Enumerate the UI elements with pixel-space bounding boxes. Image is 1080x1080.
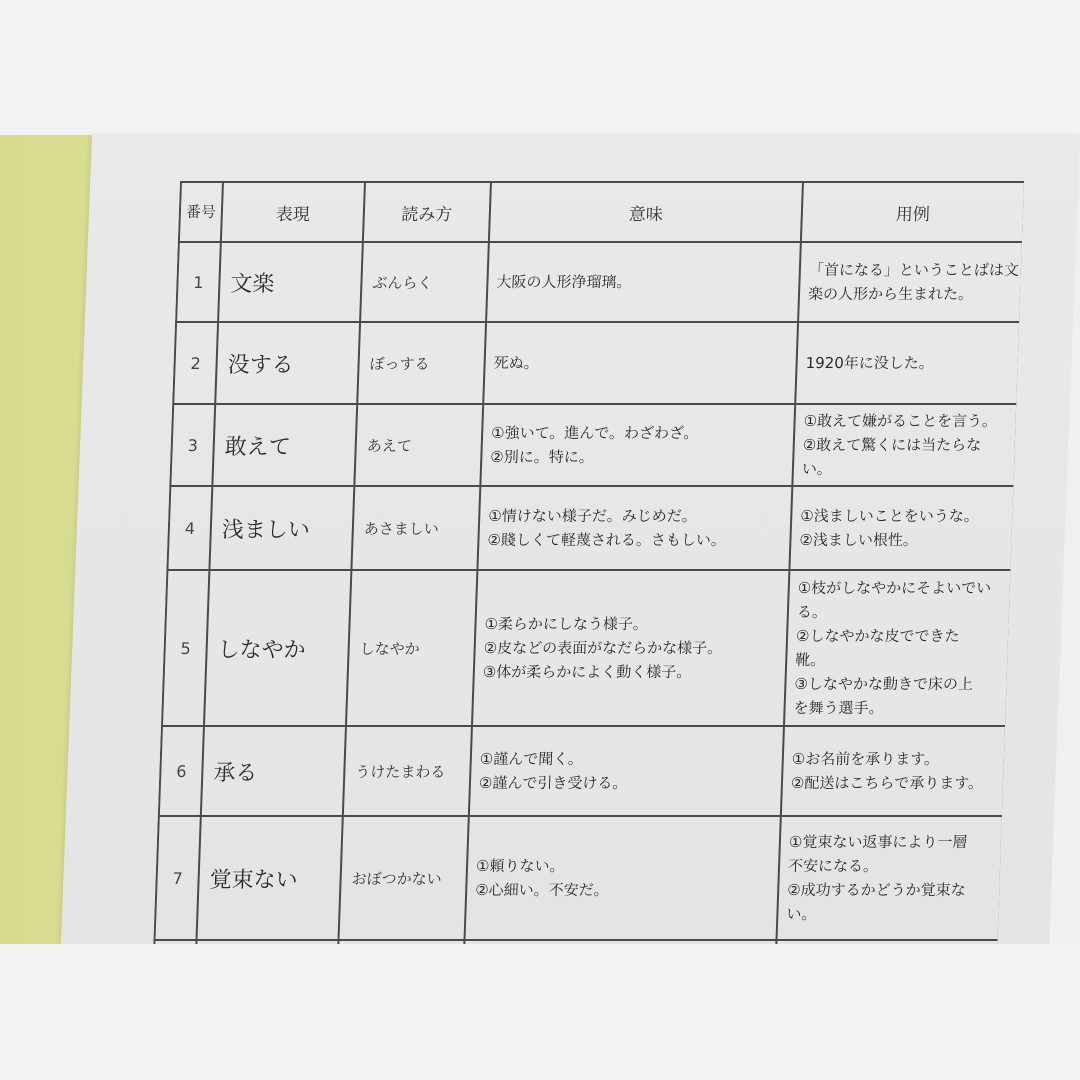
table-row <box>173 322 1020 404</box>
row-expression: しなやか <box>204 570 351 726</box>
row-number: 1 <box>176 242 221 322</box>
row-reading: ぼっする <box>357 322 486 404</box>
meaning-line: 大阪の人形浄瑠璃。 <box>496 273 632 291</box>
vocabulary-table <box>153 181 1024 944</box>
row-expression: 敢えて <box>212 404 357 486</box>
row-expression: 承る <box>201 726 346 816</box>
example-line: 不安になる。 <box>787 857 879 875</box>
example-line: ③しなやかな動きで床の上 <box>794 675 974 693</box>
row-reading: ぶんらく <box>360 242 489 322</box>
example-line: ①枝がしなやかにそよいでい <box>797 579 992 597</box>
row-example <box>795 322 1020 404</box>
meaning-line: ②謹んで引き受ける。 <box>478 774 628 792</box>
row-number: 4 <box>167 486 212 570</box>
row-meaning <box>483 322 798 404</box>
example-line: ②成功するかどうか覚束な <box>786 881 967 899</box>
row-reading: しなやか <box>346 570 477 726</box>
example-line: 楽の人形から生まれた。 <box>807 285 974 303</box>
row-meaning <box>480 404 795 486</box>
background-top <box>0 0 1080 135</box>
table-row <box>176 242 1023 322</box>
row-number: 5 <box>162 570 209 726</box>
example-line: ②浅ましい根性。 <box>799 531 919 549</box>
row-example <box>789 486 1014 570</box>
example-line: い。 <box>786 905 817 923</box>
vocabulary-document <box>153 181 1024 944</box>
example-line: ①浅ましいことをいうな。 <box>799 507 980 525</box>
header-example: 用例 <box>801 182 1024 242</box>
meaning-line: ③体が柔らかによく動く様子。 <box>482 663 692 681</box>
row-example <box>792 404 1017 486</box>
example-line: ②配送はこちらで承ります。 <box>790 774 984 792</box>
table-row <box>159 726 1006 816</box>
row-meaning <box>486 242 801 322</box>
row-expression: 覚束ない <box>196 816 342 940</box>
row-example <box>781 726 1006 816</box>
row-expression: 浅ましい <box>209 486 354 570</box>
row-meaning <box>469 726 784 816</box>
table-row <box>162 570 1011 726</box>
meaning-line: ①情けない様子だ。みじめだ。 <box>487 507 698 525</box>
row-reading: おぼつかない <box>338 816 468 940</box>
meaning-line: ①謹んで聞く。 <box>479 750 584 768</box>
row-number: 3 <box>170 404 215 486</box>
meaning-line: ①強いて。進んで。わざわざ。 <box>490 424 699 442</box>
example-line: ②しなやかな皮でできた <box>795 627 960 645</box>
row-number: 6 <box>159 726 204 816</box>
example-line: を舞う選手。 <box>793 699 884 717</box>
row-number: 7 <box>154 816 200 940</box>
row-expression: 没する <box>215 322 360 404</box>
row-meaning <box>464 816 780 940</box>
table-header-row <box>179 182 1024 242</box>
background-bottom <box>0 944 1080 1080</box>
meaning-line: ②心細い。不安だ。 <box>474 881 610 899</box>
example-line: ①覚束ない返事により一層 <box>788 833 968 851</box>
table-row <box>154 816 1002 940</box>
example-line: ②敢えて驚くには当たらな <box>802 436 982 454</box>
table-row <box>170 404 1017 486</box>
header-number: 番号 <box>179 182 223 242</box>
meaning-line: ①柔らかにしなう様子。 <box>484 615 649 633</box>
example-line: 靴。 <box>794 651 826 669</box>
row-example <box>784 570 1011 726</box>
header-expression: 表現 <box>221 182 365 242</box>
row-reading: うけたまわる <box>343 726 472 816</box>
example-line: い。 <box>801 460 833 478</box>
row-expression: 文楽 <box>218 242 363 322</box>
row-number: 2 <box>173 322 218 404</box>
row-meaning <box>477 486 792 570</box>
meaning-line: ②別に。特に。 <box>490 448 595 466</box>
row-reading: あえて <box>354 404 483 486</box>
meaning-line: ①頼りない。 <box>475 857 565 875</box>
row-example <box>776 816 1002 940</box>
row-meaning <box>472 570 789 726</box>
example-line: 1920年に没した。 <box>805 354 935 372</box>
example-line: ①敢えて嫌がることを言う。 <box>803 412 998 430</box>
header-meaning: 意味 <box>489 182 803 242</box>
table-row <box>167 486 1014 570</box>
example-line: ①お名前を承ります。 <box>791 750 940 768</box>
example-line: る。 <box>796 603 828 621</box>
meaning-line: 死ぬ。 <box>493 354 539 372</box>
meaning-line: ②皮などの表面がなだらかな様子。 <box>483 639 723 657</box>
row-example <box>798 242 1023 322</box>
header-reading: 読み方 <box>363 182 491 242</box>
row-reading: あさましい <box>351 486 480 570</box>
meaning-line: ②賤しくて軽蔑される。さもしい。 <box>487 531 727 549</box>
example-line: 「首になる」ということばは文 <box>808 261 1020 279</box>
